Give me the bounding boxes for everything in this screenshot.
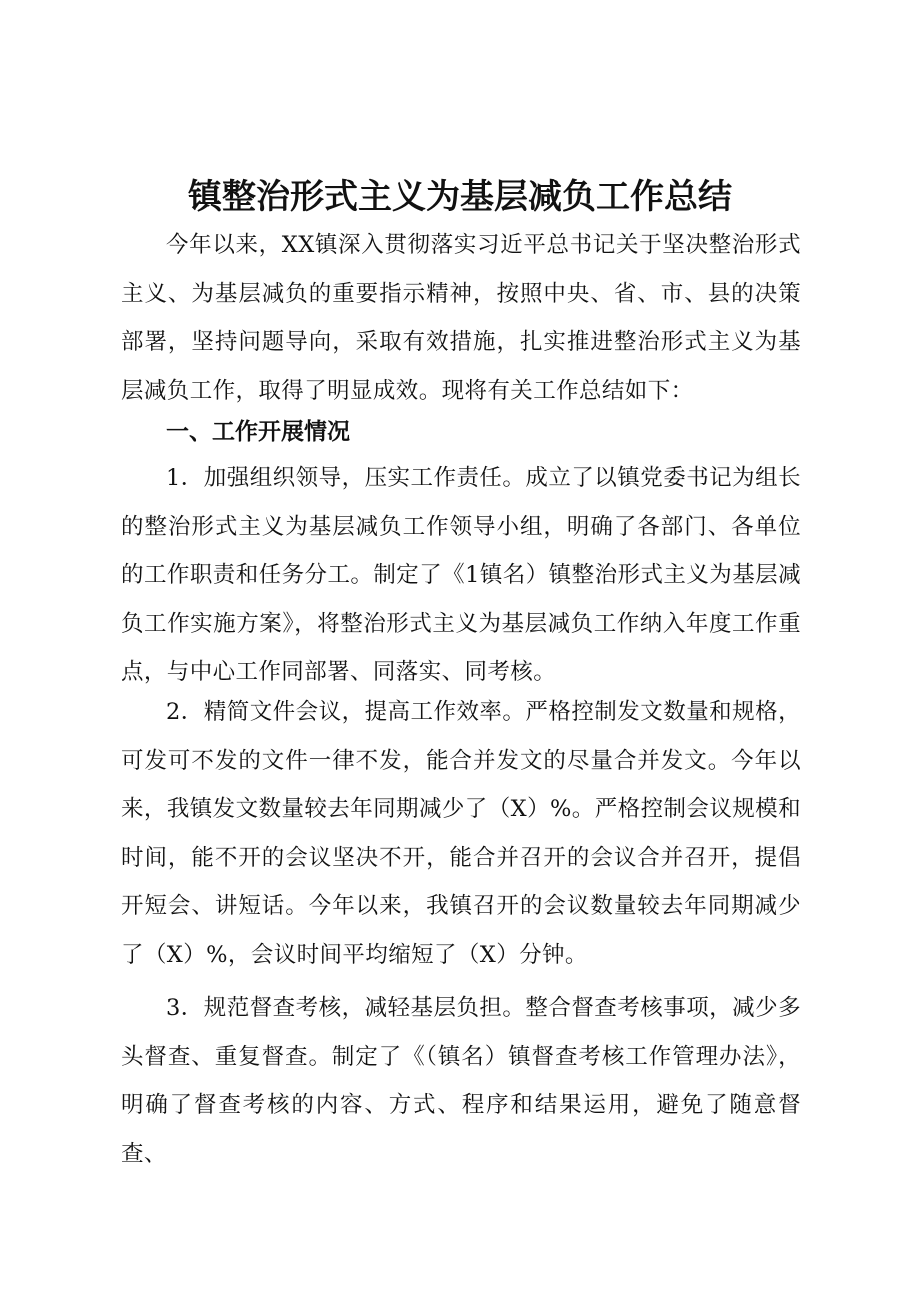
item-paragraph-2: 2．精简文件会议，提高工作效率。严格控制发文数量和规格，可发可不发的文件一律不发，能合并发文的尽量合并发文。今年以来，我镇发文数量较去年同期减少了（X）%。严格控制会议规模和时间，能不开的会议坚决不开，能合并召开的会议合并召开，提倡开短会、讲短话。今年以来，我镇召开的会议数量较去年同期减少了（X）%，会议时间平均缩短了（X）分钟。 (121, 699, 801, 968)
intro-paragraph: 今年以来，XX镇深入贯彻落实习近平总书记关于坚决整治形式主义、为基层减负的重要指示精神，按照中央、省、市、县的决策部署，坚持问题导向，采取有效措施，扎实推进整治形式主义为基层减负工作，取得了明显成效。现将有关工作总结如下： (121, 232, 801, 404)
item-paragraph-1: 1．加强组织领导，压实工作责任。成立了以镇党委书记为组长的整治形式主义为基层减负工作领导小组，明确了各部门、各单位的工作职责和任务分工。制定了《1镇名）镇整治形式主义为基层减负工作实施方案》，将整治形式主义为基层减负工作纳入年度工作重点，与中心工作同部署、同落实、同考核。 (121, 465, 801, 685)
item-paragraph-3: 3．规范督查考核，减轻基层负担。整合督查考核事项，减少多头督查、重复督查。制定了《（镇名）镇督查考核工作管理办法》，明确了督查考核的内容、方式、程序和结果运用，避免了随意督查、 (121, 995, 801, 1167)
section-heading: 一、工作开展情况 (166, 419, 350, 445)
document-title: 镇整治形式主义为基层减负工作总结 (188, 177, 732, 217)
